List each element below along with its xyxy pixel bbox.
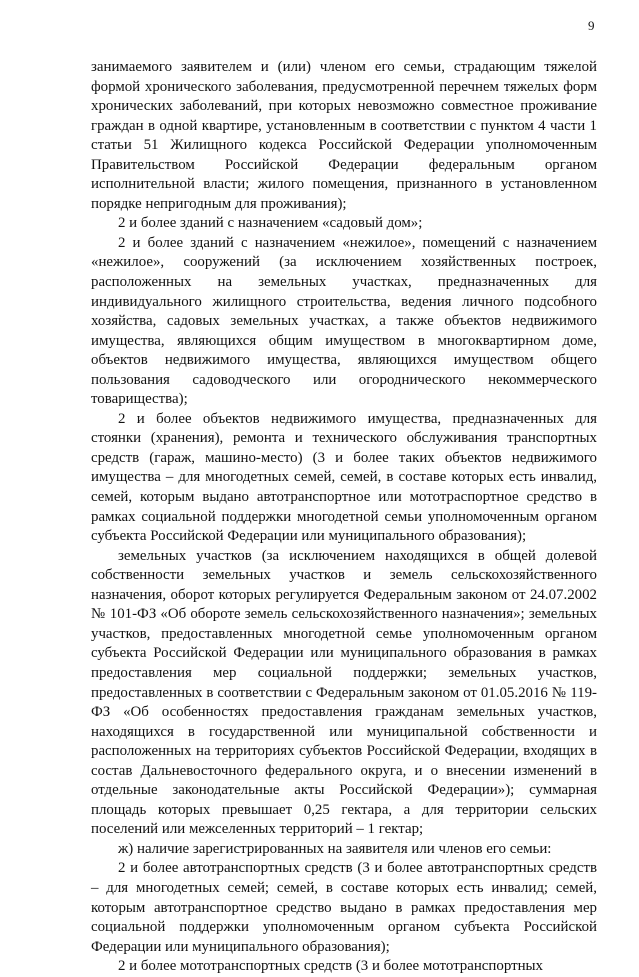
paragraph: 2 и более зданий с назначением «садовый дом»; bbox=[118, 215, 423, 232]
paragraph: 2 и более объектов недвижимого имущества, предназначенных для стоянки (хранения), ремонта и технического обслуживания транспортных средств (гараж, машино-место) (3 и более таких объектов недвижимого имущества – для многодетных семей, семей, в составе которых есть инвалид, семей, которым выдано автотранспортное или мототраспортное средство в рамках социальной поддержки многодетной семьи уполномоченным органом субъекта Российской Федерации или муниципального образования); bbox=[91, 410, 597, 545]
paragraph: занимаемого заявителем и (или) членом его семьи, страдающим тяжелой формой хронического заболевания, предусмотренной перечнем тяжелых форм хронических заболеваний, при которых невозможно совместное проживание граждан в одной квартире, установленным в соответствии с пунктом 4 части 1 статьи 51 Жилищного кодекса Российской Федерации уполномоченным Правительством Российской Федерации федеральным органом исполнительной власти; жилого помещения, признанного в установленном порядке непригодным для проживания); bbox=[91, 59, 597, 212]
paragraph: 2 и более мототранспортных средств (3 и более мототранспортных bbox=[118, 958, 543, 975]
paragraph: земельных участков (за исключением находящихся в общей долевой собственности земельных участков и земель сельскохозяйственного назначения, оборот которых регулируется Федеральным законом от 24.07.2002 № 101-ФЗ «Об обороте земель сельскохозяйственного назначения»; земельных участков, предоставленных многодетной семье уполномоченным органом субъекта Российской Федерации или муниципального образования в рамках предоставления мер социальной поддержки; земельных участков, предоставленных в соответствии с Федеральным законом от 01.05.2016 № 119-ФЗ «Об особенностях предоставления гражданам земельных участков, находящихся в государственной или муниципальной собственности и расположенных на территориях субъектов Российской Федерации, входящих в состав Дальневосточного федерального округа, и о внесении изменений в отдельные законодательные акты Российской Федерации»); суммарная площадь которых превышает 0,25 гектара, а для территории сельских поселений или межселенных территорий – 1 гектар; bbox=[91, 547, 597, 838]
document-body bbox=[91, 58, 597, 977]
paragraph: 2 и более автотранспортных средств (3 и более автотранспортных средств – для многодетных семей; семей, в составе которых есть инвалид; семей, которым автотранспортное средство выдано в рамках предоставления мер социальной поддержки уполномоченным органом субъекта Российской Федерации или муниципального образования); bbox=[91, 860, 597, 955]
paragraph: ж) наличие зарегистрированных на заявителя или членов его семьи: bbox=[118, 840, 552, 857]
page-number: 9 bbox=[588, 18, 595, 33]
paragraph: 2 и более зданий с назначением «нежилое», помещений с назначением «нежилое», сооружений (за исключением хозяйственных построек, расположенных на земельных участках, предназначенных для индивидуального жилищного строительства, ведения личного подсобного хозяйства, садовых земельных участках, а также объектов недвижимого имущества, являющихся общим имуществом в многоквартирном доме, объектов недвижимого имущества, являющихся имуществом общего пользования садоводческого или огороднического некоммерческого товарищества); bbox=[91, 234, 597, 408]
